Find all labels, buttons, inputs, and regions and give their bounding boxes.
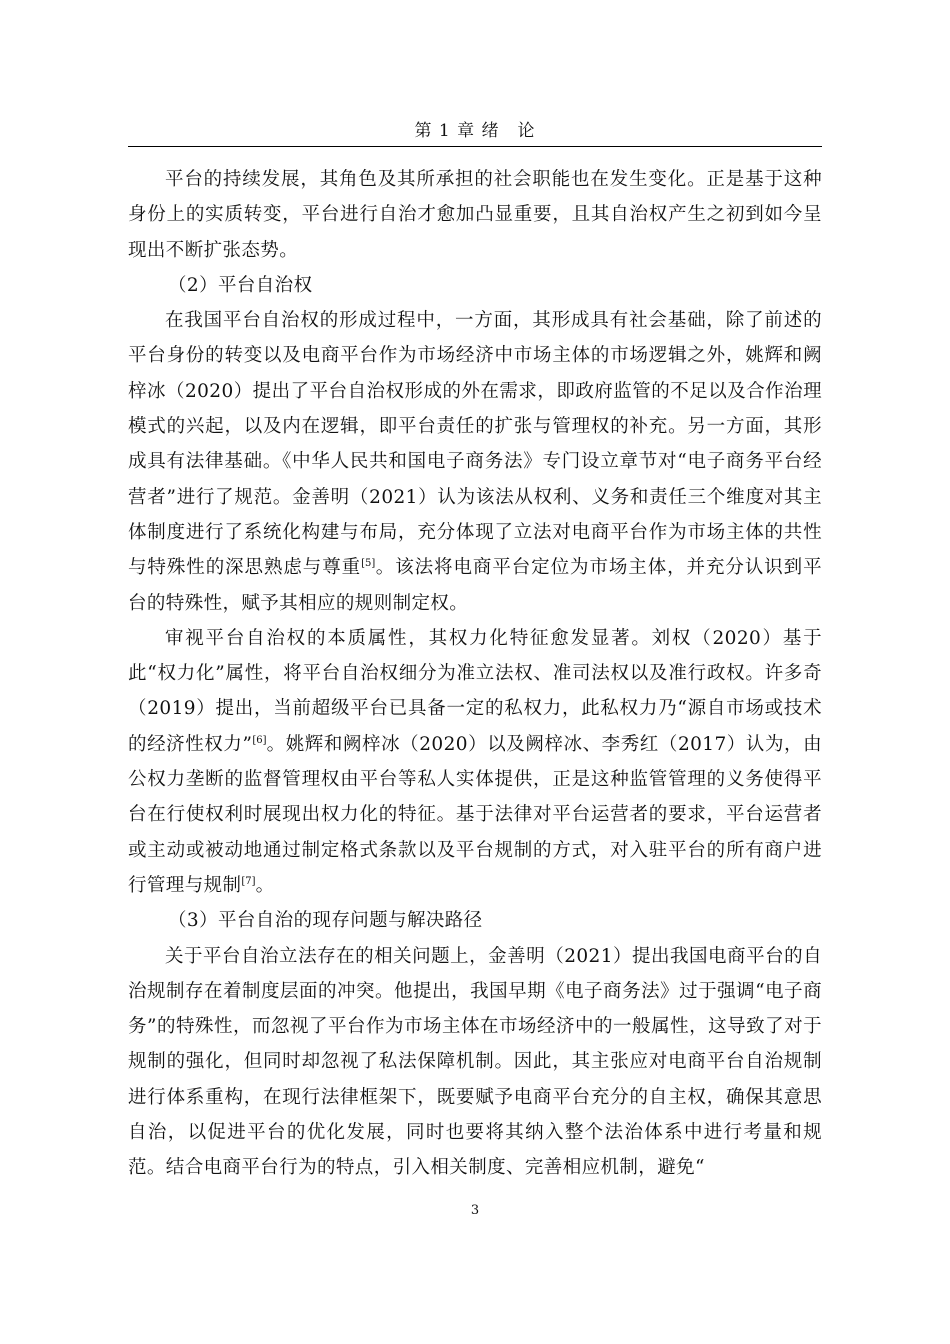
- paragraph-3: [128, 621, 822, 903]
- paragraph-3-text-c: 。: [255, 874, 275, 896]
- paragraph-2: [128, 303, 822, 621]
- citation-7[interactable]: [7]: [241, 875, 256, 887]
- section-heading-2: （2）平台自治权: [168, 274, 313, 296]
- paragraph-3-text-a: 审视平台自治权的本质属性，其权力化特征愈发显著。刘权（2020）基于此“权力化”属性，将平台自治权细分为准立法权、准司法权以及准行政权。许多奇（2019）提出，当前超级平台已具备一定的私权力，此私权力乃“源自市场或技术的经济性权力”: [128, 627, 822, 755]
- citation-5[interactable]: [5]: [361, 558, 376, 570]
- section-heading-3: （3）平台自治的现存问题与解决路径: [168, 910, 483, 932]
- paragraph-4: 关于平台自治立法存在的相关问题上，金善明（2021）提出我国电商平台的自治规制存在着制度层面的冲突。他提出，我国早期《电子商务法》过于强调“电子商务”的特殊性，而忽视了平台作为市场主体在市场经济中的一般属性，这导致了对于规制的强化，但同时却忽视了私法保障机制。因此，其主张应对电商平台自治规制进行体系重构，在现行法律框架下，既要赋予电商平台充分的自主权，确保其意思自治，以促进平台的优化发展，同时也要将其纳入整个法治体系中进行考量和规范。结合电商平台行为的特点，引入相关制度、完善相应机制，避免“: [128, 945, 822, 1179]
- running-header-title: 第 1 章 绪 论: [414, 121, 536, 141]
- paragraph-3-text-b: 。姚辉和阙梓冰（2020）以及阙梓冰、李秀红（2017）认为，由公权力垄断的监督管理权由平台等私人实体提供，正是这种监管管理的义务使得平台在行使权利时展现出权力化的特征。基于法律对平台运营者的要求，平台运营者或主动或被动地通过制定格式条款以及平台规制的方式，对入驻平台的所有商户进行管理与规制: [128, 733, 822, 896]
- body-text: [128, 162, 822, 1186]
- paragraph-1: 平台的持续发展，其角色及其所承担的社会职能也在发生变化。正是基于这种身份上的实质转变，平台进行自治才愈加凸显重要，且其自治权产生之初到如今呈现出不断扩张态势。: [128, 169, 822, 261]
- header-rule: [128, 146, 822, 147]
- page-number: 3: [470, 1203, 480, 1218]
- citation-6[interactable]: [6]: [252, 734, 267, 746]
- paragraph-2-text-a: 在我国平台自治权的形成过程中，一方面，其形成具有社会基础，除了前述的平台身份的转变以及电商平台作为市场经济中市场主体的市场逻辑之外，姚辉和阙梓冰（2020）提出了平台自治权形成的外在需求，即政府监管的不足以及合作治理模式的兴起，以及内在逻辑，即平台责任的扩张与管理权的补充。另一方面，其形成具有法律基础。《中华人民共和国电子商务法》专门设立章节对“电子商务平台经营者”进行了规范。金善明（2021）认为该法从权利、义务和责任三个维度对其主体制度进行了系统化构建与布局，充分体现了立法对电商平台作为市场主体的共性与特殊性的深思熟虑与尊重: [128, 310, 822, 579]
- paragraph-2-text-b: 。该法将电商平台定位为市场主体，并充分认识到平台的特殊性，赋予其相应的规则制定权。: [128, 557, 823, 614]
